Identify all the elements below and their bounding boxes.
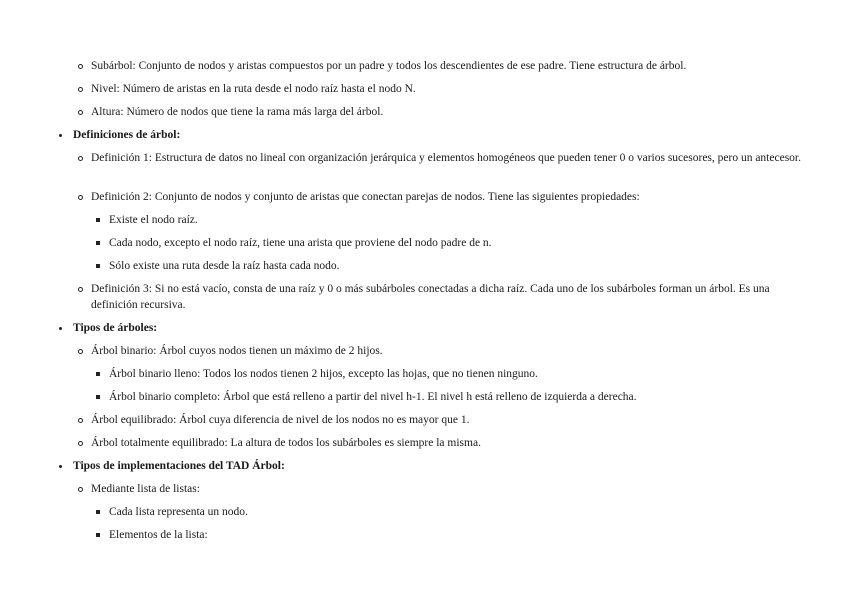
section-heading-tipos-arboles <box>73 320 813 336</box>
hollow-circle-bullet-icon <box>75 58 85 74</box>
square-bullet-icon <box>93 527 103 543</box>
section-heading-text: Definiciones de árbol: <box>73 129 181 141</box>
list-item-text: Árbol binario: Árbol cuyos nodos tienen un máximo de 2 hijos. <box>91 345 383 357</box>
list-item-definicion-3 <box>91 281 815 313</box>
list-item-definicion-1 <box>91 150 815 166</box>
list-item-cada-lista <box>109 504 813 520</box>
hollow-circle-bullet-icon <box>75 435 85 451</box>
list-item-arbol-equilibrado <box>91 412 815 428</box>
list-item-text: Definición 3: Si no está vacío, consta de una raíz y 0 o más subárboles conectadas a dicha raíz. Cada uno de los subárboles forman un árbol. Es una definición recursiva. <box>91 283 770 311</box>
square-bullet-icon <box>93 504 103 520</box>
list-item-lista-de-listas <box>91 481 815 497</box>
list-item-text: Cada nodo, excepto el nodo raíz, tiene una arista que proviene del nodo padre de n. <box>109 237 492 249</box>
list-item-text: Existe el nodo raíz. <box>109 214 198 226</box>
list-item-nivel <box>91 81 815 97</box>
hollow-circle-bullet-icon <box>75 104 85 120</box>
list-item-altura <box>91 104 815 120</box>
hollow-circle-bullet-icon <box>75 281 85 297</box>
list-item-subarbol <box>91 58 815 74</box>
hollow-circle-bullet-icon <box>75 81 85 97</box>
list-item-text: Árbol binario completo: Árbol que está relleno a partir del nivel h-1. El nivel h está relleno de izquierda a derecha. <box>109 391 637 403</box>
hollow-circle-bullet-icon <box>75 412 85 428</box>
list-item-text: Subárbol: Conjunto de nodos y aristas compuestos por un padre y todos los descendientes de ese padre. Tiene estructura de árbol. <box>91 60 687 72</box>
list-item-elementos-lista <box>109 527 813 543</box>
dot-bullet-icon <box>55 127 65 143</box>
list-item-binario-completo <box>109 389 813 405</box>
list-item-solo-ruta <box>109 258 813 274</box>
section-heading-text: Tipos de árboles: <box>73 322 158 334</box>
list-item-text: Definición 2: Conjunto de nodos y conjunto de aristas que conectan parejas de nodos. Tiene las siguientes propiedades: <box>91 191 640 203</box>
section-heading-implementaciones <box>73 458 813 474</box>
list-item-text: Elementos de la lista: <box>109 529 208 541</box>
hollow-circle-bullet-icon <box>75 343 85 359</box>
list-item-text: Definición 1: Estructura de datos no lineal con organización jerárquica y elementos homogéneos que pueden tener 0 o varios sucesores, pero un antecesor. <box>91 152 801 164</box>
list-item-text: Mediante lista de listas: <box>91 483 200 495</box>
dot-bullet-icon <box>55 458 65 474</box>
list-item-binario-lleno <box>109 366 813 382</box>
list-item-definicion-2 <box>91 189 815 205</box>
list-item-text: Sólo existe una ruta desde la raíz hasta cada nodo. <box>109 260 340 272</box>
hollow-circle-bullet-icon <box>75 481 85 497</box>
square-bullet-icon <box>93 235 103 251</box>
dot-bullet-icon <box>55 320 65 336</box>
list-item-arbol-binario <box>91 343 815 359</box>
square-bullet-icon <box>93 389 103 405</box>
square-bullet-icon <box>93 366 103 382</box>
list-item-text: Altura: Número de nodos que tiene la rama más larga del árbol. <box>91 106 384 118</box>
hollow-circle-bullet-icon <box>75 150 85 166</box>
hollow-circle-bullet-icon <box>75 189 85 205</box>
square-bullet-icon <box>93 258 103 274</box>
list-item-text: Árbol equilibrado: Árbol cuya diferencia de nivel de los nodos no es mayor que 1. <box>91 414 470 426</box>
list-item-text: Cada lista representa un nodo. <box>109 506 248 518</box>
list-item-cada-nodo <box>109 235 813 251</box>
list-item-text: Árbol binario lleno: Todos los nodos tienen 2 hijos, excepto las hojas, que no tienen ninguno. <box>109 368 538 380</box>
section-heading-definiciones <box>73 127 813 143</box>
section-heading-text: Tipos de implementaciones del TAD Árbol: <box>73 460 285 472</box>
list-item-text: Árbol totalmente equilibrado: La altura de todos los subárboles es siempre la misma. <box>91 437 481 449</box>
square-bullet-icon <box>93 212 103 228</box>
list-item-totalmente-equilibrado <box>91 435 815 451</box>
list-item-text: Nivel: Número de aristas en la ruta desde el nodo raíz hasta el nodo N. <box>91 83 416 95</box>
list-item-existe-raiz <box>109 212 813 228</box>
